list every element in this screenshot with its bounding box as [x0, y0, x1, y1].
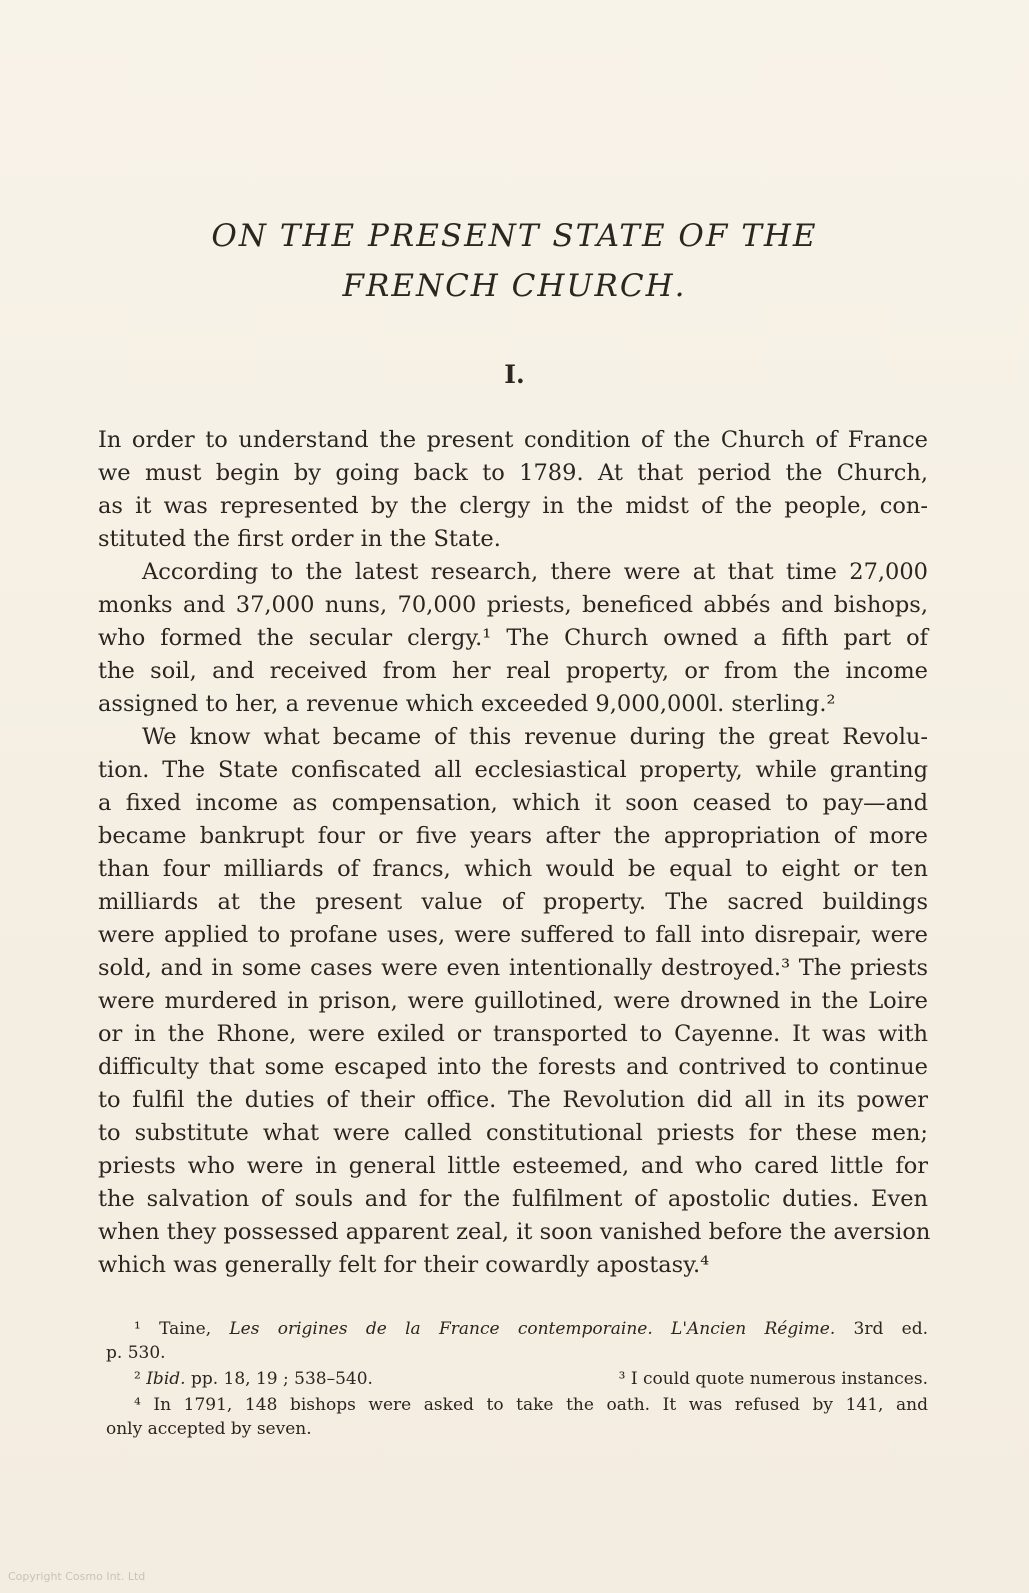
body-line: to fulfil the duties of their office. The Revolution did all in its power	[98, 1087, 928, 1113]
body-line: to substitute what were called constitutional priests for these men;	[98, 1120, 928, 1146]
article-title-line-2: FRENCH CHURCH.	[342, 268, 687, 304]
body-line: or in the Rhone, were exiled or transported to Cayenne. It was with	[98, 1021, 928, 1047]
body-line: which was generally felt for their cowardly apostasy.⁴	[98, 1252, 710, 1278]
body-line: tion. The State confiscated all ecclesiastical property, while granting	[98, 757, 928, 783]
footnote-3: ³ I could quote numerous instances.	[618, 1369, 928, 1389]
footnote-2: ² Ibid. pp. 18, 19 ; 538–540.	[134, 1369, 373, 1389]
body-line: milliards at the present value of property. The sacred buildings	[98, 889, 928, 915]
footnote-2-3	[106, 1367, 928, 1391]
body-line: as it was represented by the clergy in the midst of the people, con-	[98, 493, 928, 519]
footnote-1-cont: p. 530.	[106, 1343, 166, 1363]
body-line: monks and 37,000 nuns, 70,000 priests, beneficed abbés and bishops,	[98, 592, 928, 618]
body-line: we must begin by going back to 1789. At that period the Church,	[98, 460, 928, 486]
body-line: According to the latest research, there were at that time 27,000	[142, 559, 928, 585]
body-line: In order to understand the present condition of the Church of France	[98, 427, 928, 453]
body-line: difficulty that some escaped into the forests and contrived to continue	[98, 1054, 928, 1080]
body-line: were applied to profane uses, were suffered to fall into disrepair, were	[98, 922, 928, 948]
body-line: than four milliards of francs, which would be equal to eight or ten	[98, 856, 928, 882]
section-number: I.	[504, 360, 525, 389]
body-line: assigned to her, a revenue which exceeded 9,000,000l. sterling.²	[98, 691, 836, 717]
body-line: the salvation of souls and for the fulfilment of apostolic duties. Even	[98, 1186, 928, 1212]
body-line: who formed the secular clergy.¹ The Church owned a fifth part of	[98, 625, 928, 651]
body-line: sold, and in some cases were even intentionally destroyed.³ The priests	[98, 955, 928, 981]
footnote-1: ¹ Taine, Les origines de la France contemporaine. L'Ancien Régime. 3rd ed.	[134, 1319, 928, 1339]
footnote-4-cont: only accepted by seven.	[106, 1419, 312, 1439]
copyright-watermark: Copyright Cosmo Int. Ltd	[8, 1570, 146, 1583]
body-line: became bankrupt four or five years after the appropriation of more	[98, 823, 928, 849]
body-line: stituted the first order in the State.	[98, 526, 501, 552]
body-line: We know what became of this revenue during the great Revolu-	[142, 724, 928, 750]
footnote-4: ⁴ In 1791, 148 bishops were asked to take the oath. It was refused by 141, and	[134, 1395, 928, 1415]
body-line: were murdered in prison, were guillotined, were drowned in the Loire	[98, 988, 928, 1014]
body-line: when they possessed apparent zeal, it soon vanished before the aversion	[98, 1219, 931, 1245]
article-title-line-1: ON THE PRESENT STATE OF THE	[211, 218, 818, 254]
body-line: the soil, and received from her real property, or from the income	[98, 658, 928, 684]
body-line: a fixed income as compensation, which it soon ceased to pay—and	[98, 790, 928, 816]
body-line: priests who were in general little esteemed, and who cared little for	[98, 1153, 928, 1179]
